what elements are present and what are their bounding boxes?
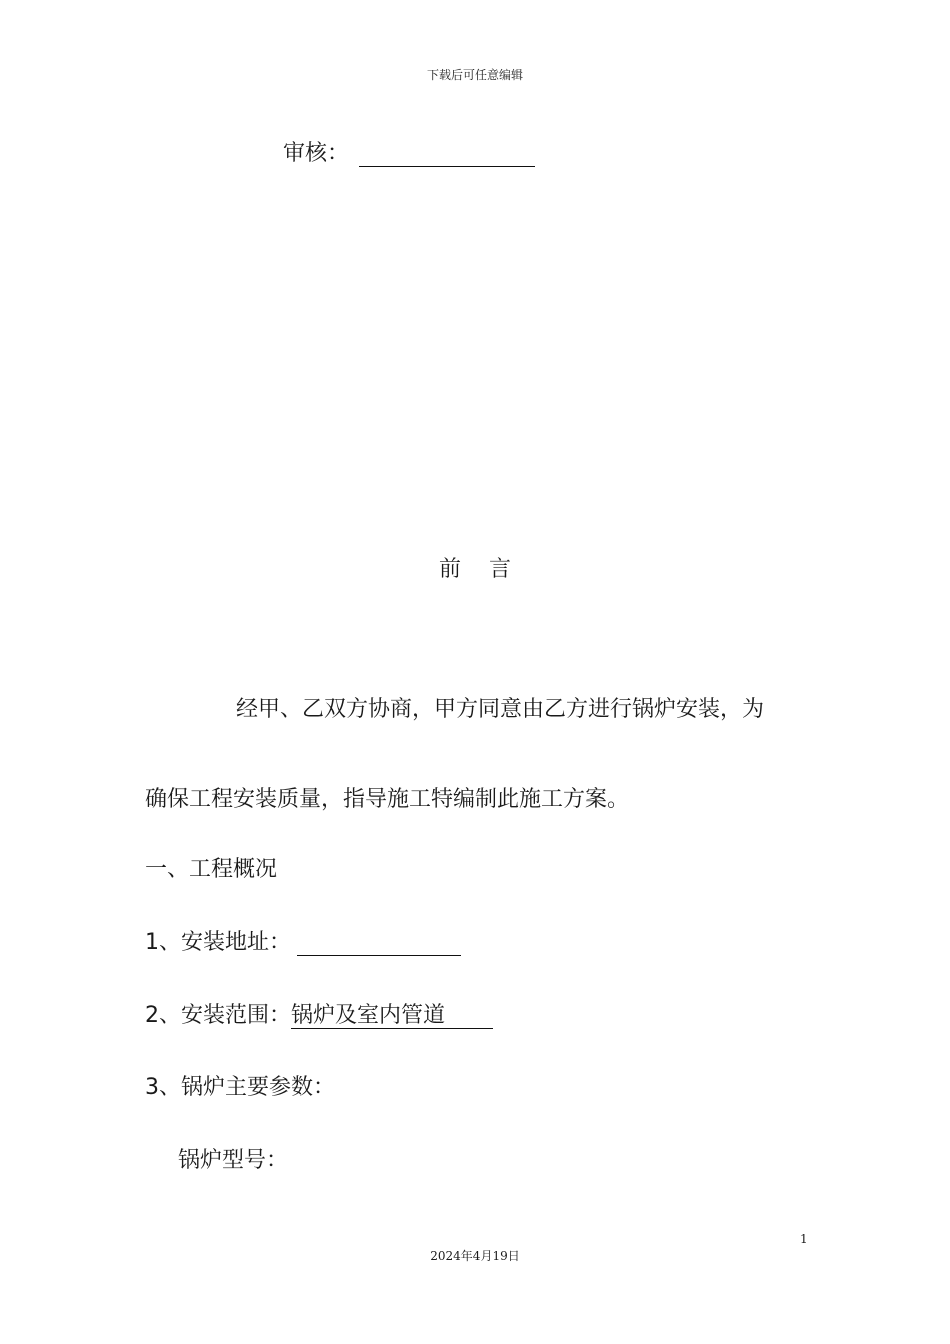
reviewer-blank: [359, 146, 535, 167]
boiler-params-heading: 3、锅炉主要参数：: [145, 1075, 335, 1100]
install-scope-value: 锅炉及室内管道: [291, 1003, 493, 1029]
footer-date: 2024年4月19日: [430, 1249, 520, 1263]
reviewer-label: 审核：: [283, 141, 350, 166]
reviewer-line: [283, 136, 535, 167]
boiler-model-label: 锅炉型号：: [178, 1148, 289, 1173]
page-number: 1: [800, 1232, 808, 1246]
install-address-label: 1、安装地址：: [145, 930, 291, 955]
preface-title-char-1: 前: [438, 557, 461, 582]
preface-paragraph-line-2: 确保工程安装质量，指导施工特编制此施工方案。: [145, 787, 630, 812]
preface-title-char-2: 言: [489, 557, 512, 582]
install-scope-label: 2、安装范围：: [145, 1003, 291, 1028]
preface-paragraph-line-1: 经甲、乙双方协商，甲方同意由乙方进行锅炉安装，为: [236, 697, 765, 722]
page-header-note: 下载后可任意编辑: [426, 68, 523, 82]
install-address-blank: [297, 935, 461, 956]
install-scope-line: [145, 998, 493, 1029]
install-address-line: [145, 925, 461, 956]
preface-title: [0, 552, 950, 583]
section-heading-overview: 一、工程概况: [145, 857, 278, 882]
